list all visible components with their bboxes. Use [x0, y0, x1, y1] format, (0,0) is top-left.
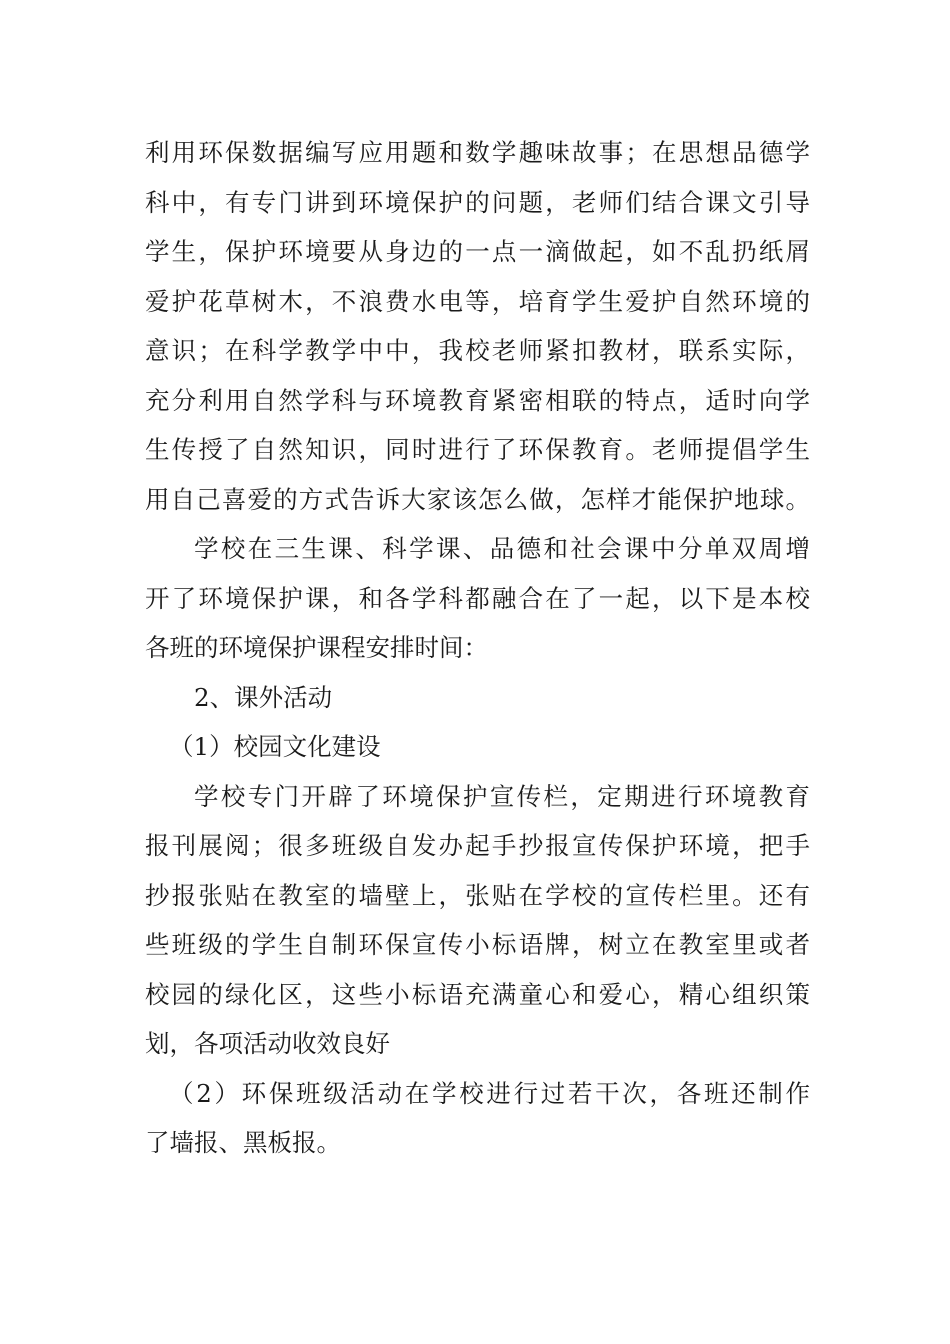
paragraph-2-line-2: 开了环境保护课，和各学科都融合在了一起，以下是本校 [145, 583, 810, 613]
document-body [145, 128, 810, 1168]
paragraph-5-line-4: 些班级的学生自制环保宣传小标语牌，树立在教室里或者 [145, 930, 810, 959]
paragraph-2-line-3: 各班的环境保护课程安排时间： [145, 633, 488, 662]
paragraph-5-line-2: 报刊展阅；很多班级自发办起手抄报宣传保护环境，把手 [145, 831, 810, 860]
paragraph-1-line-3: 学生，保护环境要从身边的一点一滴做起，如不乱扔纸屑 [145, 237, 810, 266]
paragraph-2-line-1: 学校在三生课、科学课、品德和社会课中分单双周增 [194, 534, 810, 563]
paragraph-1-line-1: 利用环保数据编写应用题和数学趣味故事；在思想品德学 [145, 138, 810, 167]
paragraph-1-line-6: 充分利用自然学科与环境教育紧密相联的特点，适时向学 [145, 385, 810, 415]
paragraph-6-line-2: 了墙报、黑板报。 [145, 1128, 341, 1157]
paragraph-1-line-4: 爱护花草树木，不浪费水电等，培育学生爱护自然环境的 [145, 286, 810, 316]
paragraph-5-line-1: 学校专门开辟了环境保护宣传栏，定期进行环境教育 [194, 781, 810, 811]
paragraph-1-line-5: 意识；在科学教学中中，我校老师紧扣教材，联系实际， [145, 336, 810, 365]
subsection-heading-campus-culture: （1）校园文化建设 [169, 732, 381, 761]
paragraph-6-line-1: （2）环保班级活动在学校进行过若干次，各班还制作 [169, 1078, 810, 1108]
section-heading-extracurricular: 2、课外活动 [194, 682, 333, 712]
paragraph-5-line-5: 校园的绿化区，这些小标语充满童心和爱心，精心组织策 [145, 979, 810, 1009]
paragraph-1-line-8: 用自己喜爱的方式告诉大家该怎么做，怎样才能保护地球。 [145, 484, 810, 514]
paragraph-1-line-7: 生传授了自然知识，同时进行了环保教育。老师提倡学生 [145, 435, 810, 464]
paragraph-5-line-3: 抄报张贴在教室的墙壁上，张贴在学校的宣传栏里。还有 [145, 880, 810, 910]
paragraph-1-line-2: 科中，有专门讲到环境保护的问题，老师们结合课文引导 [145, 187, 810, 217]
paragraph-5-line-6: 划，各项活动收效良好 [145, 1029, 390, 1058]
